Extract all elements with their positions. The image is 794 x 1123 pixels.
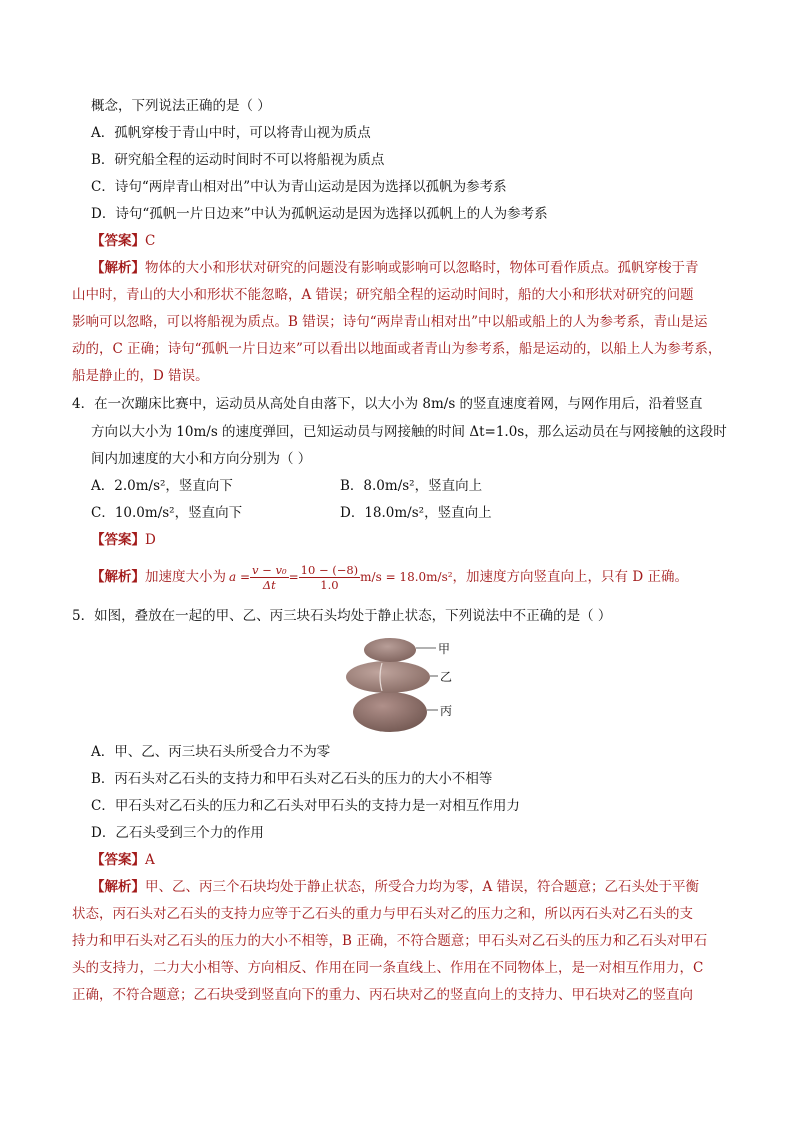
q4-option-d: D．18.0m/s²，竖直向上 bbox=[340, 505, 492, 521]
q5-option-b: B．丙石头对乙石头的支持力和甲石头对乙石头的压力的大小不相等 bbox=[91, 771, 493, 787]
fraction-numerator: v − v₀ bbox=[252, 562, 287, 577]
q3-option-d: D．诗句“孤帆一片日边来”中认为孤帆运动是因为选择以孤帆上的人为参考系 bbox=[91, 206, 548, 222]
label-jia: 甲 bbox=[438, 642, 451, 656]
q3-option-c: C．诗句“两岸青山相对出”中认为青山运动是因为选择以孤帆为参考系 bbox=[91, 179, 507, 195]
q5-option-a: A．甲、乙、丙三块石头所受合力不为零 bbox=[91, 744, 331, 760]
q4-answer bbox=[91, 531, 156, 549]
q3-option-b: B．研究船全程的运动时间时不可以将船视为质点 bbox=[91, 152, 385, 168]
answer-tag: 【答案】 bbox=[91, 233, 145, 249]
q4-stem-line-3: 间内加速度的大小和方向分别为（ ） bbox=[91, 451, 312, 467]
analysis-prefix: 加速度大小为 bbox=[145, 569, 226, 585]
analysis-tag: 【解析】 bbox=[91, 260, 145, 276]
answer-tag: 【答案】 bbox=[91, 532, 145, 548]
q3-option-a: A．孤帆穿梭于青山中时，可以将青山视为质点 bbox=[91, 125, 371, 141]
q5-analysis-line-2: 状态，丙石头对乙石头的支持力应等于乙石头的重力与甲石头对乙的压力之和，所以丙石头对乙石头的支 bbox=[72, 906, 693, 922]
q3-answer bbox=[91, 232, 155, 250]
q5-answer bbox=[91, 851, 155, 869]
equals-sign: = bbox=[288, 570, 299, 584]
formula-lhs: a = bbox=[229, 570, 251, 584]
q5-analysis-line-3: 持力和甲石头对乙石头的压力的大小不相等，B 正确，不符合题意；甲石头对乙石头的压力和乙石头对甲石 bbox=[72, 933, 708, 949]
q5-analysis-line-4: 头的支持力，二力大小相等、方向相反、作用在同一条直线上、作用在不同物体上，是一对相互作用力，C bbox=[72, 960, 704, 976]
q3-analysis-line-3: 影响可以忽略，可以将船视为质点。B 错误；诗句“两岸青山相对出”中以船或船上的人为参考系，青山是运 bbox=[72, 314, 708, 330]
stacked-stones-figure bbox=[340, 636, 460, 732]
q5-analysis-line-1 bbox=[91, 878, 699, 896]
analysis-text: 物体的大小和形状对研究的问题没有影响或影响可以忽略时，物体可看作质点。孤帆穿梭于青 bbox=[145, 260, 699, 276]
q3-analysis-line-2: 山中时，青山的大小和形状不能忽略，A 错误；研究船全程的运动时间时，船的大小和形状对研究的问题 bbox=[72, 287, 694, 303]
q3-stem-tail: 概念，下列说法正确的是（ ） bbox=[91, 98, 271, 114]
fraction-numerator: 10 − (−8) bbox=[300, 562, 359, 577]
formula-fraction-2 bbox=[299, 563, 361, 592]
formula-result: m/s = 18.0m/s² bbox=[360, 570, 453, 584]
analysis-text: 甲、乙、丙三个石块均处于静止状态，所受合力均为零，A 错误，符合题意；乙石头处于平衡 bbox=[145, 879, 700, 895]
stone-yi bbox=[346, 661, 430, 693]
q4-option-b: B．8.0m/s²，竖直向上 bbox=[340, 478, 483, 494]
analysis-tag: 【解析】 bbox=[91, 569, 145, 585]
stone-jia bbox=[364, 638, 416, 662]
q3-analysis-line-1 bbox=[91, 259, 699, 277]
q3-analysis-line-5: 船是静止的，D 错误。 bbox=[72, 368, 209, 384]
formula-fraction-1 bbox=[250, 563, 289, 592]
label-yi: 乙 bbox=[440, 670, 453, 684]
q4-option-a: A．2.0m/s²，竖直向下 bbox=[91, 478, 233, 494]
q4-stem-line-1: 4．在一次蹦床比赛中，运动员从高处自由落下，以大小为 8m/s 的竖直速度着网，与网作用后，沿着竖直 bbox=[72, 396, 703, 412]
fraction-denominator: Δt bbox=[262, 577, 276, 592]
q4-stem-line-2: 方向以大小为 10m/s 的速度弹回，已知运动员与网接触的时间 Δt=1.0s，那么运动员在与网接触的这段时 bbox=[91, 424, 727, 440]
answer-value: D bbox=[145, 532, 156, 548]
q5-analysis-line-5: 正确，不符合题意；乙石块受到竖直向下的重力、丙石块对乙的竖直向上的支持力、甲石块对乙的竖直向 bbox=[72, 987, 693, 1003]
label-bing: 丙 bbox=[440, 704, 453, 718]
answer-tag: 【答案】 bbox=[91, 852, 145, 868]
fraction-denominator: 1.0 bbox=[320, 577, 339, 592]
q3-analysis-line-4: 动的，C 正确；诗句“孤帆一片日边来”可以看出以地面或者青山为参考系，船是运动的，以船上人为参考系， bbox=[72, 341, 722, 357]
answer-value: C bbox=[145, 233, 156, 249]
q5-option-d: D．乙石头受到三个力的作用 bbox=[91, 825, 264, 841]
q5-stem: 5．如图，叠放在一起的甲、乙、丙三块石头均处于静止状态，下列说法中不正确的是（ ） bbox=[72, 608, 612, 624]
q4-analysis bbox=[91, 559, 688, 595]
analysis-suffix: ，加速度方向竖直向上，只有 D 正确。 bbox=[452, 569, 688, 585]
analysis-tag: 【解析】 bbox=[91, 879, 145, 895]
stone-bing bbox=[353, 692, 427, 732]
answer-value: A bbox=[145, 852, 155, 868]
q4-option-c: C．10.0m/s²，竖直向下 bbox=[91, 505, 243, 521]
q5-option-c: C．甲石头对乙石头的压力和乙石头对甲石头的支持力是一对相互作用力 bbox=[91, 798, 520, 814]
